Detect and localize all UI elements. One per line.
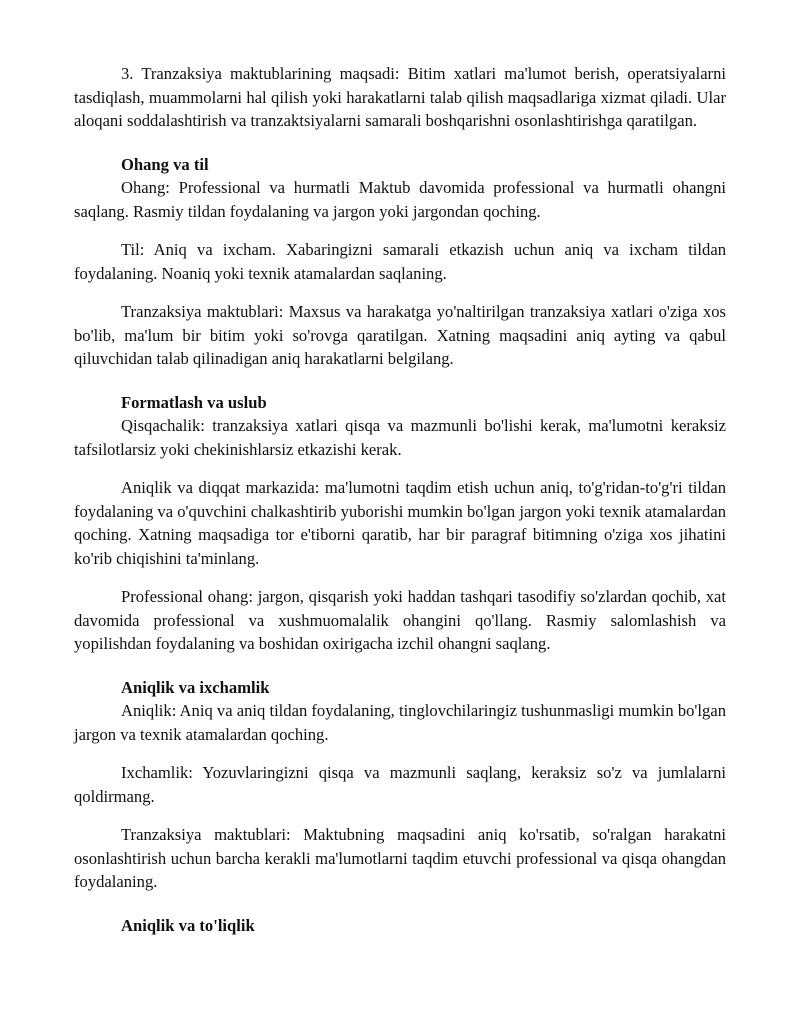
- section-heading-formatting-and-style: Formatlash va uslub: [121, 392, 267, 412]
- paragraph-conciseness: Qisqachalik: tranzaksiya xatlari qisqa va mazmunli bo'lishi kerak, ma'lumotni keraksiz tafsilotlarsiz yoki chekinishlarsiz etkazishi kerak.: [74, 416, 726, 459]
- section-heading-tone-and-language: Ohang va til: [121, 154, 209, 174]
- section-heading-accuracy-and-completeness: Aniqlik va to'liqlik: [121, 915, 255, 935]
- paragraph-clarity-and-focus: Aniqlik va diqqat markazida: ma'lumotni taqdim etish uchun aniq, to'g'ridan-to'g'ri tildan foydalaning va o'quvchini chalkashtirib yuborishi mumkin bo'lgan jargon yoki texnik atamalardan qoching. Xatning maqsadiga tor e'tiborni qaratib, har bir paragraf bitimning o'ziga xos jihatini ko'rib chiqishini ta'minlang.: [74, 478, 726, 568]
- section-heading-clarity-and-brevity: Aniqlik va ixchamlik: [121, 677, 270, 697]
- paragraph-professional-tone: Professional ohang: jargon, qisqarish yoki haddan tashqari tasodifiy so'zlardan qochib, xat davomida professional va xushmuomalalik ohangini qo'llang. Rasmiy salomlashish va yopilishdan foydalaning va boshidan oxirigacha izchil ohangni saqlang.: [74, 587, 726, 653]
- paragraph-transaction-letters-summary: Tranzaksiya maktublari: Maktubning maqsadini aniq ko'rsatib, so'ralgan harakatni osonlashtirish uchun barcha kerakli ma'lumotlarni taqdim etuvchi professional va qisqa ohangdan foydalaning.: [74, 825, 726, 891]
- paragraph-tone: Ohang: Professional va hurmatli Maktub davomida professional va hurmatli ohangni saqlang. Rasmiy tildan foydalaning va jargon yoki jargondan qoching.: [74, 178, 726, 221]
- document-page: [74, 62, 726, 937]
- paragraph-transaction-letters-purpose: 3. Tranzaksiya maktublarining maqsadi: Bitim xatlari ma'lumot berish, operatsiyalarni tasdiqlash, muammolarni hal qilish yoki harakatlarni talab qilish maqsadlariga xizmat qiladi. Ular aloqani soddalashtirish va tranzaktsiyalarni samarali boshqarishni osonlashtirishga qaratilgan.: [74, 64, 726, 130]
- paragraph-transaction-letters-specific: Tranzaksiya maktublari: Maxsus va harakatga yo'naltirilgan tranzaksiya xatlari o'ziga xos bo'lib, ma'lum bir bitim yoki so'rovga qaratilgan. Xatning maqsadini aniq ayting va qabul qiluvchidan talab qilinadigan aniq harakatlarni belgilang.: [74, 302, 726, 368]
- paragraph-clarity: Aniqlik: Aniq va aniq tildan foydalaning, tinglovchilaringiz tushunmasligi mumkin bo'lgan jargon va texnik atamalardan qoching.: [74, 701, 726, 744]
- paragraph-brevity: Ixchamlik: Yozuvlaringizni qisqa va mazmunli saqlang, keraksiz so'z va jumlalarni qoldirmang.: [74, 763, 726, 806]
- paragraph-language: Til: Aniq va ixcham. Xabaringizni samarali etkazish uchun aniq va ixcham tildan foydalaning. Noaniq yoki texnik atamalardan saqlaning.: [74, 240, 726, 283]
